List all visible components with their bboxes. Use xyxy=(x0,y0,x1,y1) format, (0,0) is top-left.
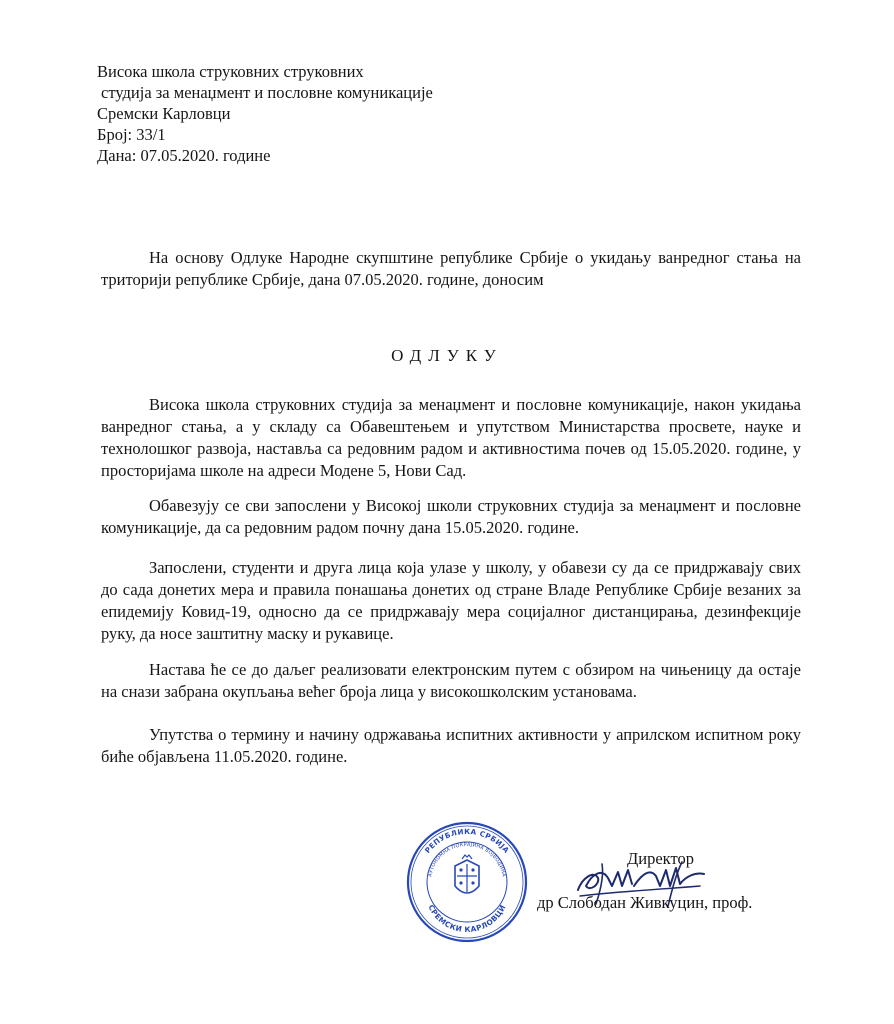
institution-name-line-1: Висока школа струковних струковних xyxy=(97,62,364,81)
document-number: Број: 33/1 xyxy=(97,125,166,144)
stamp-text-bottom: СРЕМСКИ КАРЛОВЦИ xyxy=(426,903,508,935)
document-date: Дана: 07.05.2020. године xyxy=(97,146,271,165)
stamp-text-top: РЕПУБЛИКА СРБИЈА xyxy=(422,826,512,855)
decision-paragraph: Запослени, студенти и друга лица која улазе у школу, у обавези су да се придржавају свих до сада донетих мера и правила понашања донетих од стране Владе Републике Србије везаних за епидемију Ковид-19, односно да се придржавају мера социјалног дистанцирања, дезинфекције руку, да носе заштитну маску и рукавице. xyxy=(101,558,801,643)
decision-paragraph: Упутства о термину и начину одржавања испитних активности у априлском испитном року биће објављена 11.05.2020. године. xyxy=(101,725,801,766)
decision-paragraph: Настава ће се до даљег реализовати електронским путем с обзиром на чињеницу да остаје на снази забрана окупљања већег броја лица у високошколским установама. xyxy=(101,660,801,701)
intro-paragraph: На основу Одлуке Народне скупштине републике Србије о укидању ванредног стања на триторији републике Србије, дана 07.05.2020. године, доносим xyxy=(101,248,801,289)
institution-location: Сремски Карловци xyxy=(97,104,231,123)
signatory-name: др Слободан Живкуцин, проф. xyxy=(537,893,753,912)
svg-text:СРЕМСКИ КАРЛОВЦИ xyxy=(426,903,507,934)
decision-paragraph: Обавезују се сви запослени у Високој школи струковних студија за менаџмент и пословне комуникације, да са редовним радом почну дана 15.05.2020. године. xyxy=(101,496,801,537)
decision-title-text: ОДЛУКУ xyxy=(391,346,503,365)
coat-of-arms-icon xyxy=(455,855,479,893)
document-header xyxy=(97,61,433,166)
decision-title xyxy=(0,346,894,366)
stamp-text-left: АУТОНОМНА ПОКРАЈИНА ВОЈВОДИНА xyxy=(427,841,507,878)
official-stamp xyxy=(405,820,529,944)
signatory-title: Директор xyxy=(627,849,694,868)
institution-name-line-2: студија за менаџмент и пословне комуникације xyxy=(101,83,433,102)
decision-paragraph: Висока школа струковних студија за менаџмент и пословне комуникације, након укидања ванредног стања, а у складу са Обавештењем и упутством Министарства просвете, науке и технолошког развоја, наставља са редовним радом и активностима почев од 15.05.2020. године, у просторијама школе на адреси Модене 5, Нови Сад. xyxy=(101,395,801,480)
